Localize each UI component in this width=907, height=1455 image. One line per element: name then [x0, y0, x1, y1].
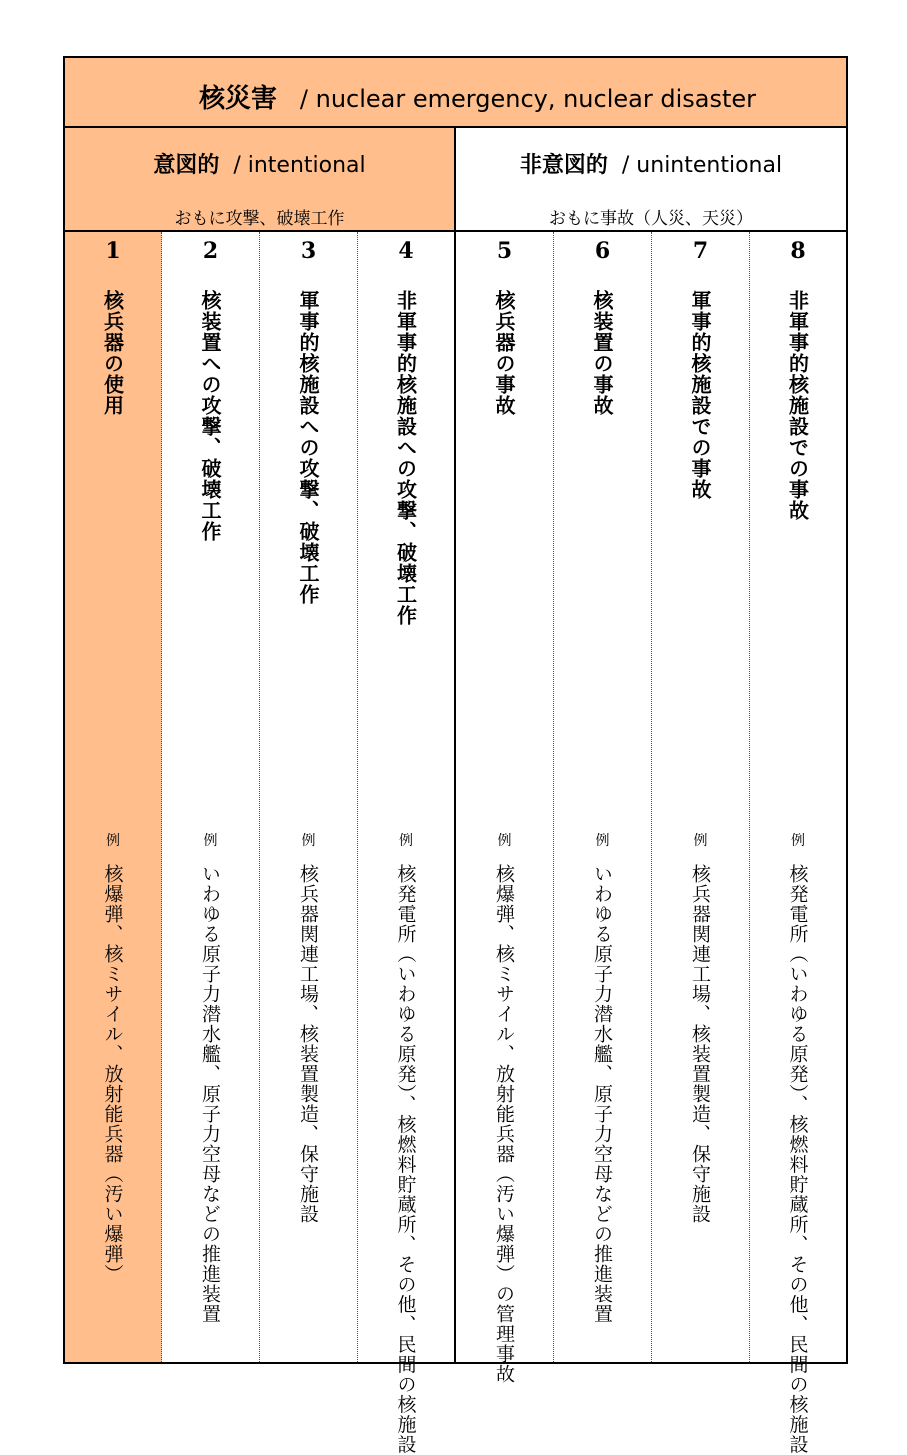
column-example: 核爆弾、核ミサイル、放射能兵器（汚い爆弾）の管理事故 — [493, 864, 515, 1384]
column-3 — [260, 232, 358, 1362]
column-1 — [65, 232, 162, 1362]
group-unintentional-title — [456, 148, 846, 179]
column-number: 4 — [398, 238, 414, 264]
page-title — [199, 78, 756, 115]
column-number: 8 — [790, 238, 806, 264]
group-intentional-en: / intentional — [233, 153, 366, 178]
example-label: 例 — [399, 833, 413, 849]
column-number: 6 — [594, 238, 611, 264]
column-5 — [456, 232, 554, 1384]
nuclear-disaster-table — [63, 56, 848, 1455]
column-4 — [358, 232, 456, 1455]
example-label: 例 — [595, 833, 610, 849]
column-example: 核発電所（いわゆる原発）、核燃料貯蔵所、その他、民間の核施設 — [394, 864, 417, 1455]
column-example: 核発電所（いわゆる原発）、核燃料貯蔵所、その他、民間の核施設 — [786, 864, 809, 1455]
example-label: 例 — [301, 833, 316, 849]
column-number: 5 — [496, 238, 513, 264]
column-2 — [162, 232, 260, 1362]
column-example: 核兵器関連工場、核装置製造、保守施設 — [297, 864, 319, 1224]
example-label: 例 — [497, 833, 512, 849]
group-unintentional-sub: おもに事故（人災、天災） — [549, 209, 753, 229]
group-intentional — [65, 128, 456, 232]
title-en: / nuclear emergency, nuclear disaster — [299, 85, 757, 113]
group-intentional-title — [65, 148, 454, 179]
column-title: 核兵器の事故 — [492, 290, 516, 416]
column-title: 核装置への攻撃、破壊工作 — [198, 290, 222, 542]
column-title: 非軍事的核施設への攻撃、破壊工作 — [393, 290, 418, 626]
column-example: いわゆる原子力潜水艦、原子力空母などの推進装置 — [591, 864, 613, 1324]
column-title: 核装置の事故 — [590, 290, 614, 416]
group-unintentional-en: / unintentional — [621, 153, 783, 178]
column-title: 核兵器の使用 — [100, 290, 125, 416]
column-example: いわゆる原子力潜水艦、原子力空母などの推進装置 — [199, 864, 221, 1324]
column-6 — [554, 232, 652, 1362]
group-unintentional-jp: 非意図的 — [519, 153, 608, 178]
title-jp: 核災害 — [199, 84, 278, 114]
column-title: 軍事的核施設への攻撃、破壊工作 — [296, 290, 320, 605]
group-intentional-sub: おもに攻撃、破壊工作 — [174, 209, 345, 229]
column-number: 1 — [105, 238, 121, 264]
column-example: 核兵器関連工場、核装置製造、保守施設 — [689, 864, 711, 1224]
column-number: 2 — [202, 238, 219, 264]
example-label: 例 — [106, 833, 120, 849]
column-8 — [750, 232, 846, 1455]
column-example: 核爆弾、核ミサイル、放射能兵器（汚い爆弾） — [101, 864, 124, 1284]
column-number: 3 — [300, 238, 317, 264]
example-label: 例 — [791, 833, 805, 849]
example-label: 例 — [693, 833, 708, 849]
column-number: 7 — [692, 238, 709, 264]
column-7 — [652, 232, 750, 1362]
example-label: 例 — [203, 833, 218, 849]
column-title: 軍事的核施設での事故 — [688, 290, 712, 500]
title-row — [65, 58, 846, 128]
group-unintentional — [456, 128, 846, 232]
group-intentional-jp: 意図的 — [153, 153, 220, 178]
column-title: 非軍事的核施設での事故 — [785, 290, 810, 521]
